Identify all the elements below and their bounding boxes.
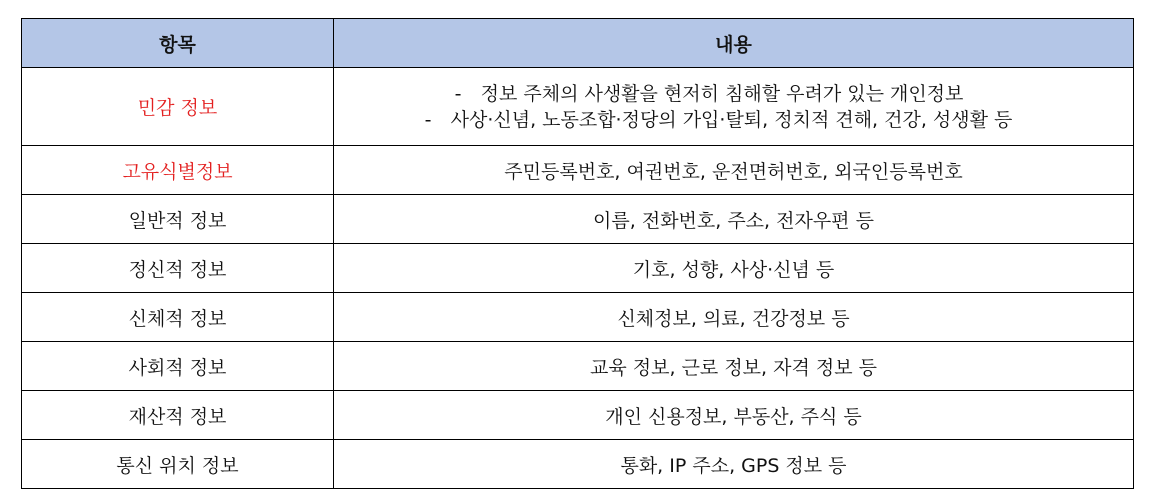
- table-row: [22, 440, 1134, 489]
- table-row: [22, 68, 1134, 146]
- row-content-physical: 신체정보, 의료, 건강정보 등: [334, 293, 1134, 342]
- bullet-marker: -: [424, 108, 432, 131]
- row-item-social: 사회적 정보: [22, 342, 334, 391]
- bullet-text: 사상·신념, 노동조합·정당의 가입·탈퇴, 정치적 견해, 건강, 성생활 등: [450, 108, 1013, 131]
- row-item-physical: 신체적 정보: [22, 293, 334, 342]
- table-row: [22, 146, 1134, 195]
- table-header-row: [22, 19, 1134, 68]
- info-category-table: [21, 18, 1134, 489]
- row-content-mental: 기호, 성향, 사상·신념 등: [334, 244, 1134, 293]
- row-content-social: 교육 정보, 근로 정보, 자격 정보 등: [334, 342, 1134, 391]
- bullet-item: [455, 81, 1013, 107]
- row-content-general: 이름, 전화번호, 주소, 전자우편 등: [334, 195, 1134, 244]
- row-item-mental: 정신적 정보: [22, 244, 334, 293]
- row-item-property: 재산적 정보: [22, 391, 334, 440]
- row-content-unique-id: 주민등록번호, 여권번호, 운전면허번호, 외국인등록번호: [334, 146, 1134, 195]
- row-content-property: 개인 신용정보, 부동산, 주식 등: [334, 391, 1134, 440]
- bullet-text: 정보 주체의 사생활을 현저히 침해할 우려가 있는 개인정보: [480, 82, 964, 105]
- table-row: [22, 293, 1134, 342]
- table-row: [22, 244, 1134, 293]
- row-item-comm-location: 통신 위치 정보: [22, 440, 334, 489]
- bullet-list: [424, 81, 1013, 133]
- table-row: [22, 195, 1134, 244]
- bullet-marker: -: [454, 82, 462, 105]
- table-row: [22, 342, 1134, 391]
- row-item-general: 일반적 정보: [22, 195, 334, 244]
- header-item: 항목: [22, 19, 334, 68]
- table-row: [22, 391, 1134, 440]
- info-category-table-container: [21, 18, 1133, 489]
- row-content-comm-location: 통화, IP 주소, GPS 정보 등: [334, 440, 1134, 489]
- header-content: 내용: [334, 19, 1134, 68]
- row-item-sensitive: 민감 정보: [22, 68, 334, 146]
- row-item-unique-id: 고유식별정보: [22, 146, 334, 195]
- row-content-sensitive: [334, 68, 1134, 146]
- bullet-item: [425, 107, 1013, 133]
